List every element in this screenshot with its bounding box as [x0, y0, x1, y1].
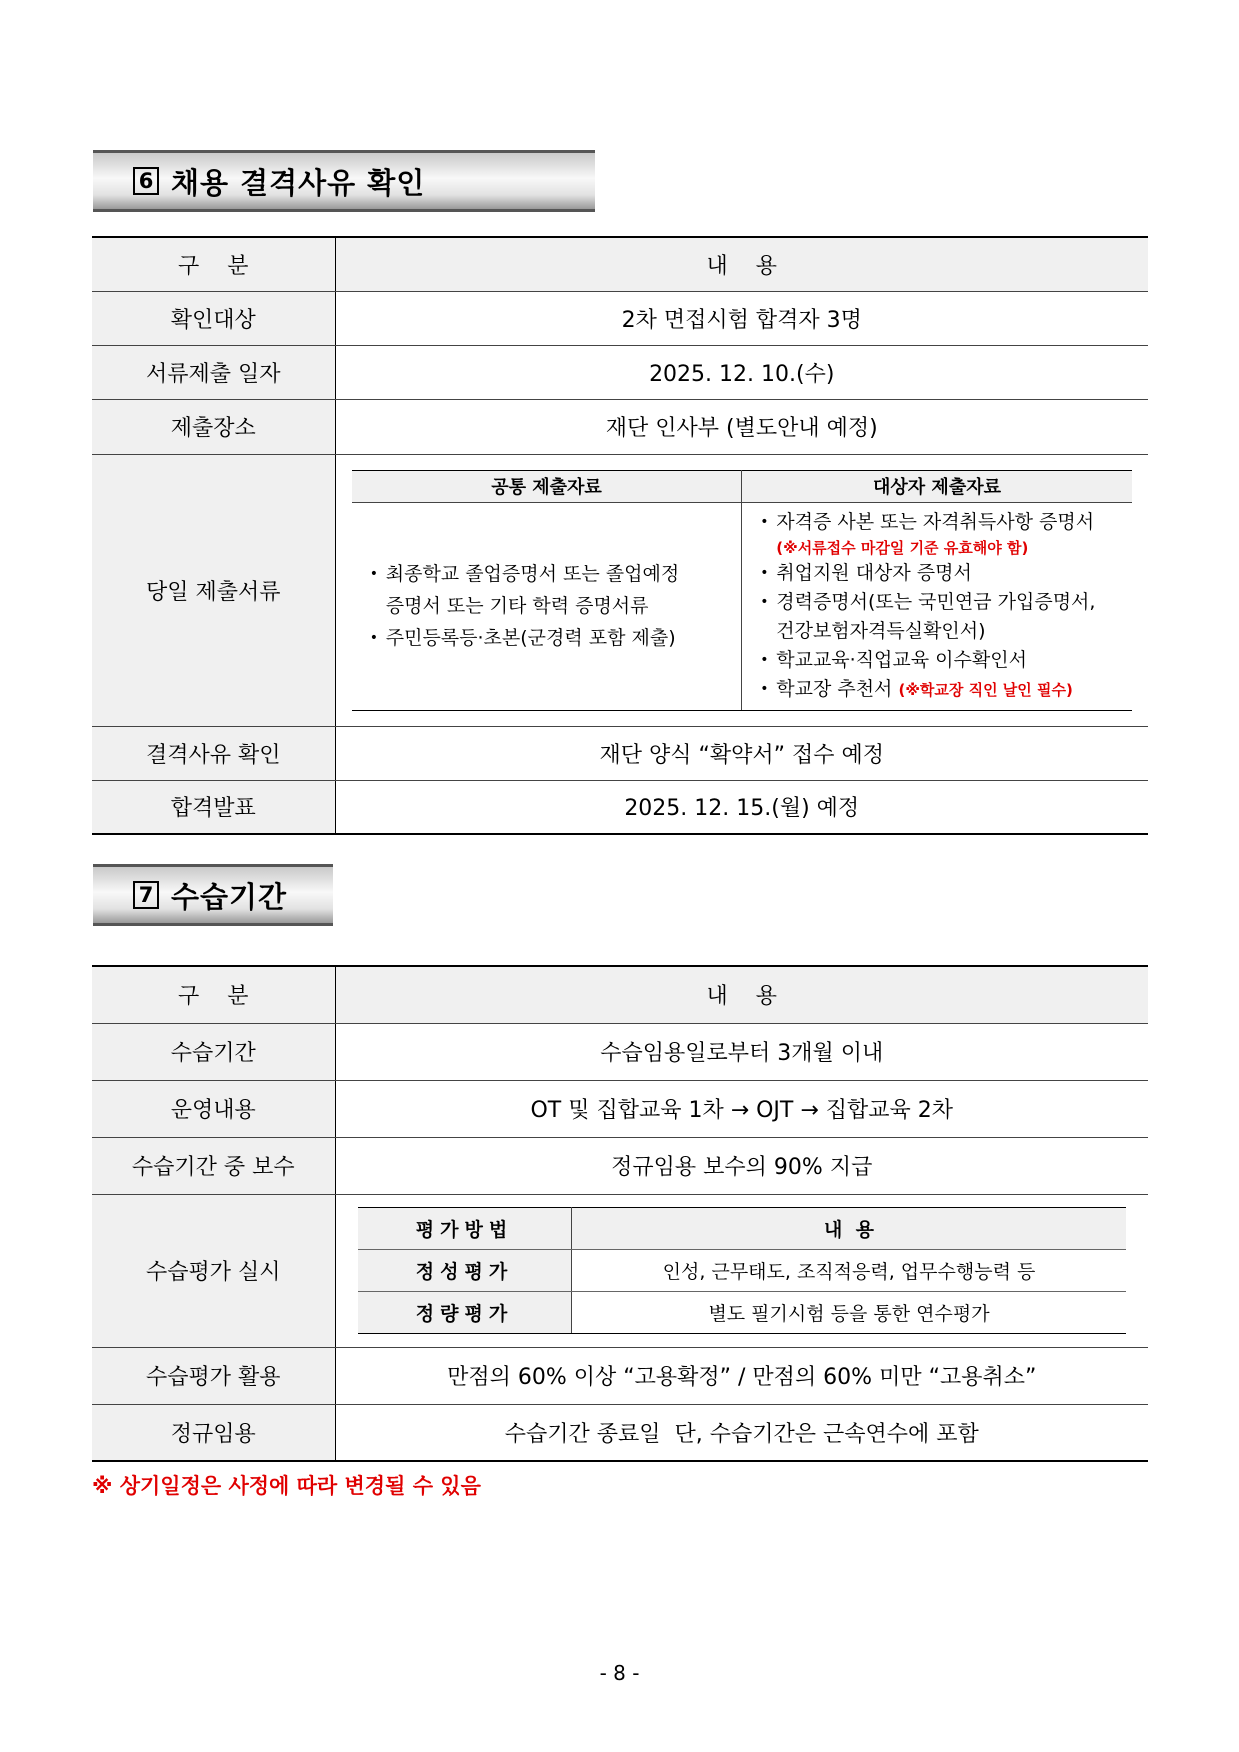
row-value: 수습기간 종료일 단, 수습기간은 근속연수에 포함 [335, 1404, 1148, 1461]
list-item: • 학교장 추천서 (※학교장 직인 날인 필수) [760, 675, 1132, 705]
header-category: 구 분 [92, 237, 335, 291]
evaluation-subtable [358, 1207, 1126, 1334]
list-item-continued: 건강보험자격득실확인서) [776, 619, 986, 642]
row-label: 합격발표 [92, 780, 335, 834]
row-value: 정규임용 보수의 90% 지급 [335, 1137, 1148, 1194]
eval-method-header: 평가방법 [358, 1208, 572, 1250]
table-row [92, 1080, 1148, 1137]
eval-content: 인성, 근무태도, 조직적응력, 업무수행능력 등 [572, 1250, 1126, 1292]
section6-title: 채용 결격사유 확인 [171, 165, 426, 200]
row-label: 서류제출 일자 [92, 345, 335, 399]
section7-header [93, 864, 333, 926]
row-value: OT 및 집합교육 1차 → OJT → 집합교육 2차 [335, 1080, 1148, 1137]
eval-content: 별도 필기시험 등을 통한 연수평가 [572, 1292, 1126, 1334]
table-row [92, 1347, 1148, 1404]
list-item-continued: 증명서 또는 기타 학력 증명서류 [385, 595, 649, 617]
section7-number: 7 [133, 881, 159, 909]
section7-table [92, 965, 1148, 1462]
row-label: 운영내용 [92, 1080, 335, 1137]
eval-content-header: 내 용 [572, 1208, 1126, 1250]
common-docs-list [352, 502, 742, 710]
row-label: 확인대상 [92, 291, 335, 345]
row-value: 2025. 12. 15.(월) 예정 [335, 780, 1148, 834]
list-item: • 자격증 사본 또는 자격취득사항 증명서 [760, 508, 1132, 537]
table-row [92, 291, 1148, 345]
target-docs-list [742, 502, 1132, 710]
row-value: 재단 인사부 (별도안내 예정) [335, 399, 1148, 454]
row-value: 재단 양식 “확약서” 접수 예정 [335, 726, 1148, 780]
table-header-row [92, 966, 1148, 1023]
table-row-documents [92, 454, 1148, 726]
schedule-change-note: ※ 상기일정은 사정에 따라 변경될 수 있음 [92, 1474, 481, 1498]
row-value: 2025. 12. 10.(수) [335, 345, 1148, 399]
table-row [92, 345, 1148, 399]
header-content: 내 용 [335, 966, 1148, 1023]
list-item: • 학교교육·직업교육 이수확인서 [760, 646, 1132, 675]
documents-cell [335, 454, 1148, 726]
header-category: 구 분 [92, 966, 335, 1023]
section6-header [93, 150, 595, 212]
common-docs-header: 공통 제출자료 [352, 470, 742, 502]
header-content: 내 용 [335, 237, 1148, 291]
section6-table [92, 236, 1148, 835]
row-label: 결격사유 확인 [92, 726, 335, 780]
row-label: 수습평가 활용 [92, 1347, 335, 1404]
row-value: 만점의 60% 이상 “고용확정” / 만점의 60% 미만 “고용취소” [335, 1347, 1148, 1404]
section6-number: 6 [133, 167, 159, 195]
row-value: 수습임용일로부터 3개월 이내 [335, 1023, 1148, 1080]
row-value: 2차 면접시험 합격자 3명 [335, 291, 1148, 345]
row-label: 당일 제출서류 [92, 454, 335, 726]
list-item: • 경력증명서(또는 국민연금 가입증명서, [760, 588, 1132, 617]
list-item: • 주민등록등·초본(군경력 포함 제출) [370, 622, 742, 654]
table-row [92, 1137, 1148, 1194]
row-label: 제출장소 [92, 399, 335, 454]
table-row [92, 1023, 1148, 1080]
table-header-row [92, 237, 1148, 291]
table-row [92, 726, 1148, 780]
documents-subtable [352, 470, 1132, 711]
eval-method: 정성평가 [358, 1250, 572, 1292]
evaluation-cell [335, 1194, 1148, 1347]
row-label: 수습평가 실시 [92, 1194, 335, 1347]
page-number: - 8 - [599, 1661, 640, 1685]
row-label: 수습기간 [92, 1023, 335, 1080]
table-row [92, 780, 1148, 834]
section7-title: 수습기간 [171, 879, 288, 914]
list-item: • 최종학교 졸업증명서 또는 졸업예정 [370, 558, 742, 590]
eval-method: 정량평가 [358, 1292, 572, 1334]
target-docs-header: 대상자 제출자료 [742, 470, 1132, 502]
list-item: • 취업지원 대상자 증명서 [760, 559, 1132, 588]
row-label: 수습기간 중 보수 [92, 1137, 335, 1194]
validity-note: (※서류접수 마감일 기준 유효해야 함) [776, 538, 1029, 557]
table-row [92, 399, 1148, 454]
table-row [92, 1404, 1148, 1461]
table-row-evaluation [92, 1194, 1148, 1347]
seal-note: (※학교장 직인 날인 필수) [898, 680, 1073, 699]
row-label: 정규임용 [92, 1404, 335, 1461]
